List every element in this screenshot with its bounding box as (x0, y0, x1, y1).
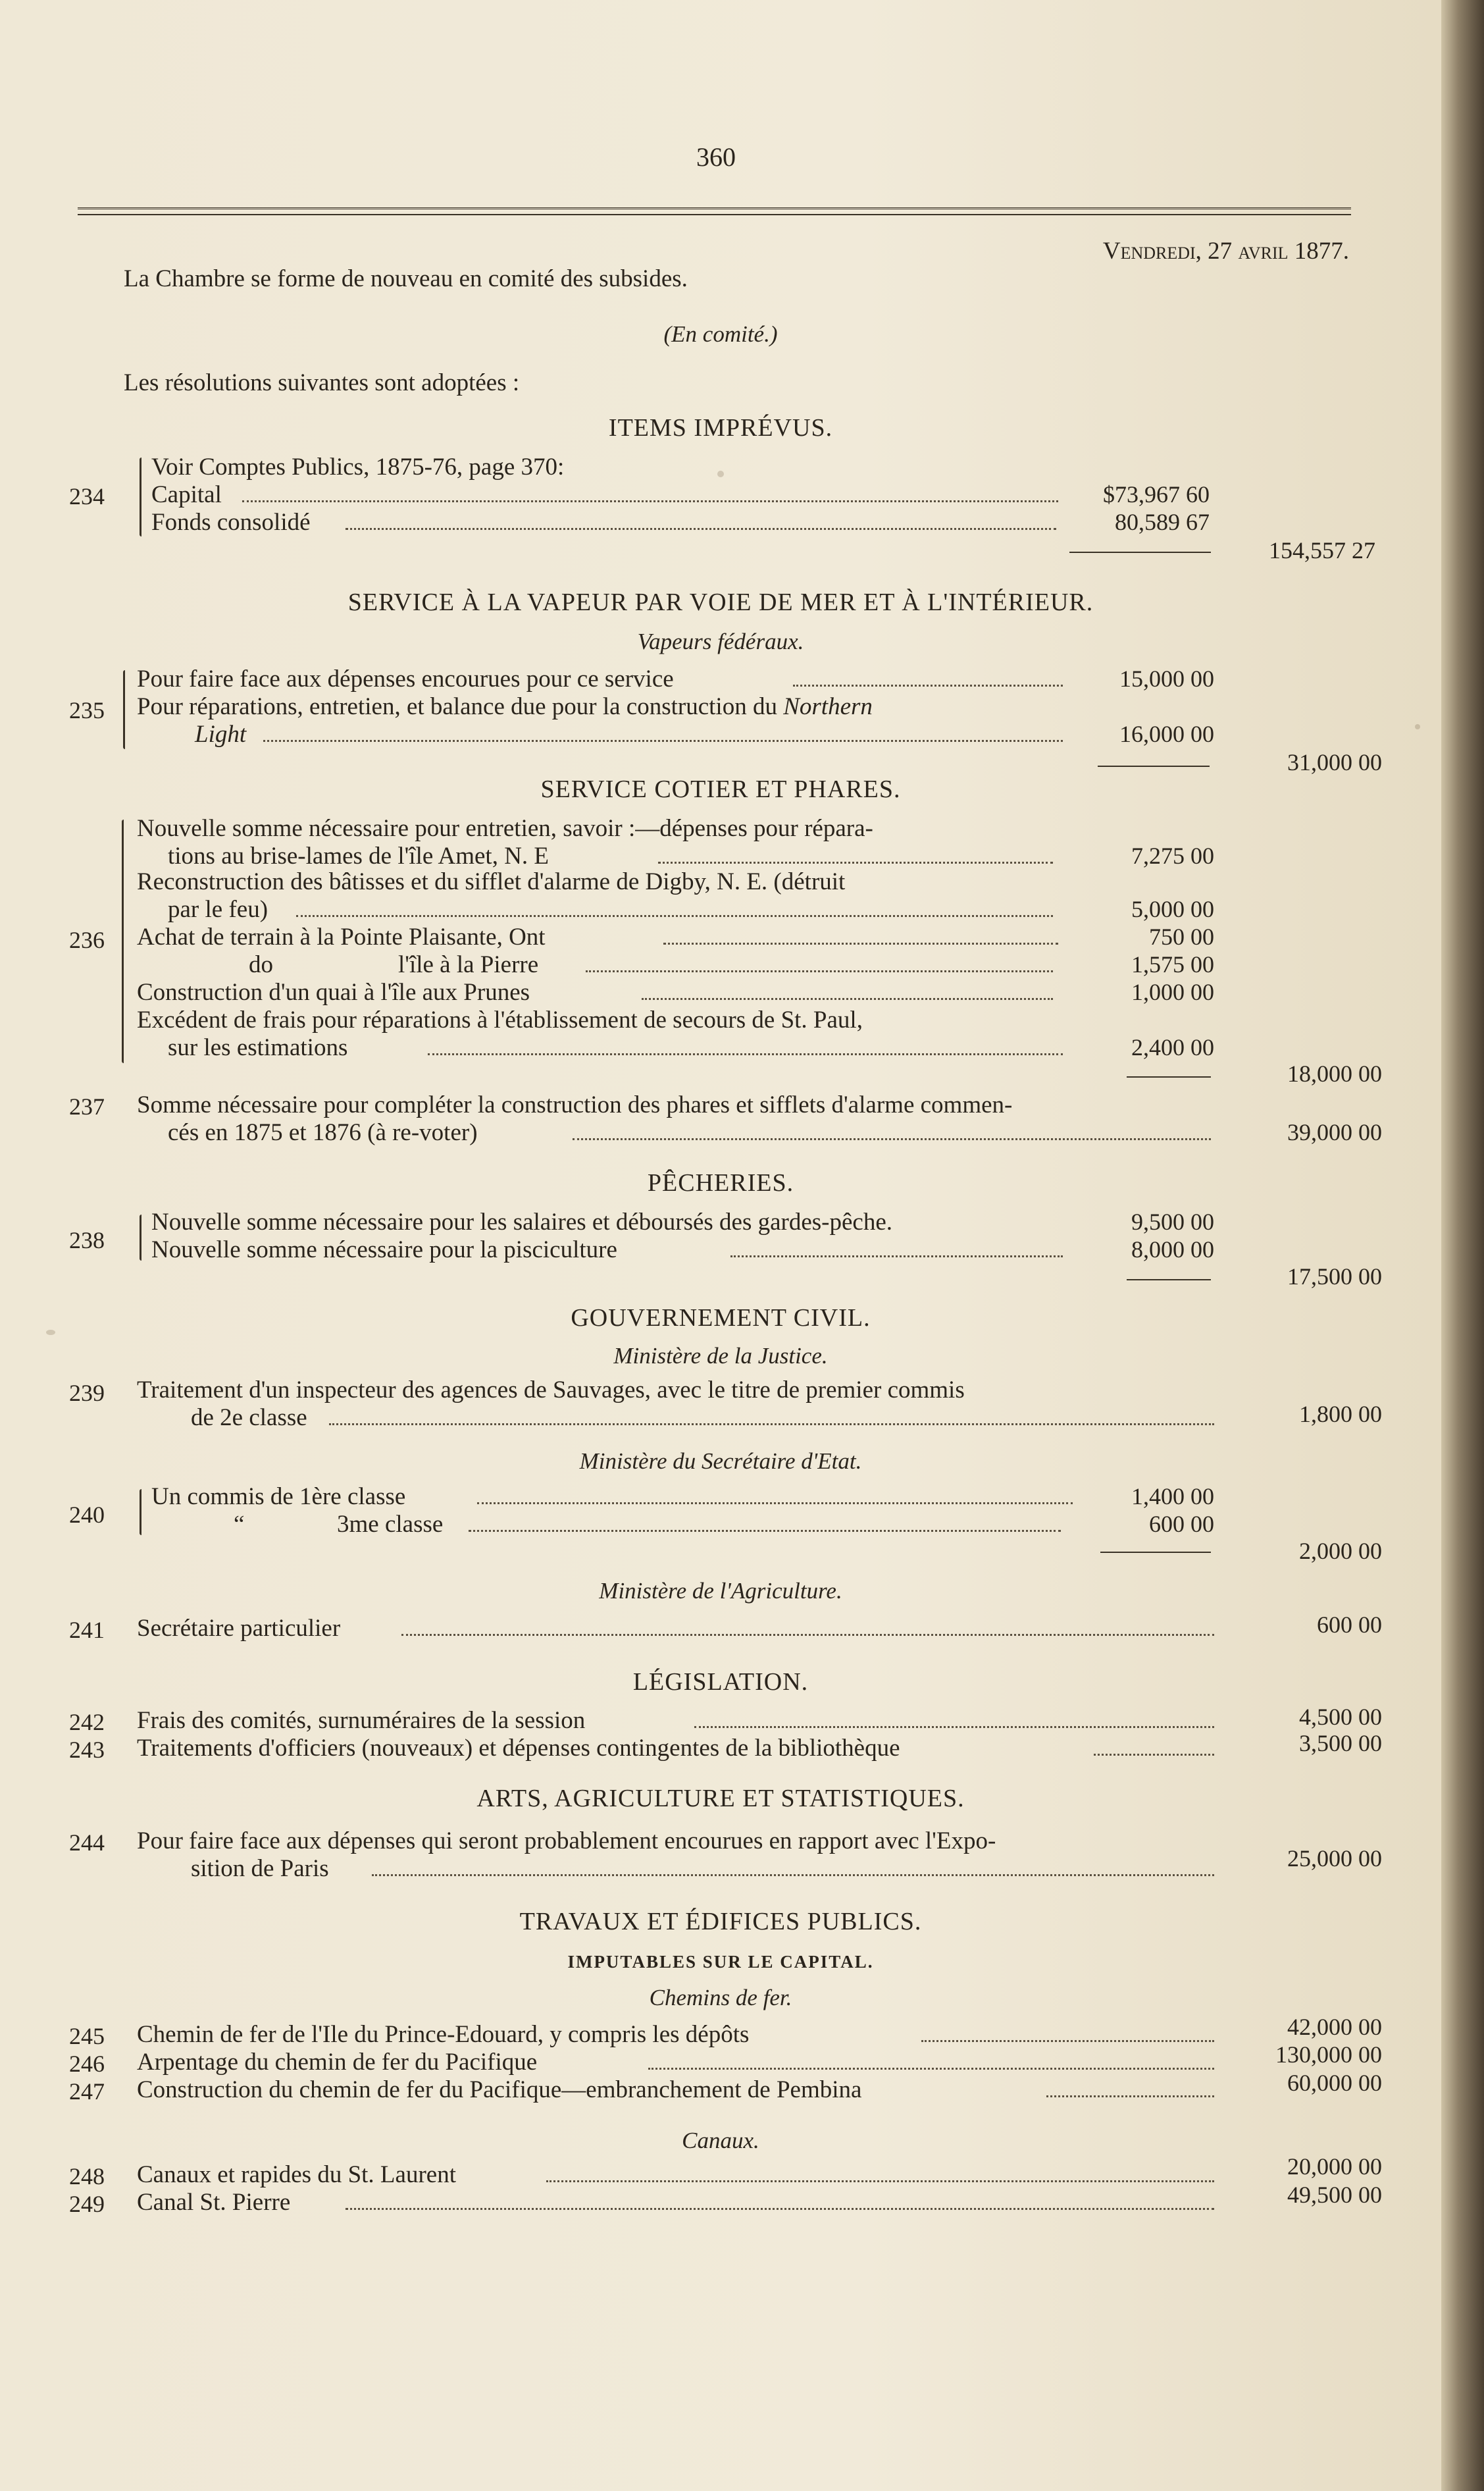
subsection-ministere-justice: Ministère de la Justice. (613, 1343, 828, 1369)
subsection-canaux: Canaux. (682, 2128, 759, 2153)
item-number: 249 (69, 2191, 105, 2217)
subtotal-rule (1098, 766, 1210, 767)
item-text: Nouvelle somme nécessaire pour les salaires et déboursés des gardes-pêche. (151, 1209, 893, 1236)
dot-leader (329, 1423, 1214, 1425)
en-comite: (En comité.) (663, 321, 778, 347)
total-amount: 39,000 00 (1287, 1119, 1382, 1145)
item-text: Un commis de 1ère classe (151, 1483, 406, 1510)
header-rule-lower (78, 214, 1351, 215)
total-amount: 18,000 00 (1287, 1061, 1382, 1087)
section-gouvernement-civil: GOUVERNEMENT CIVIL. (571, 1304, 871, 1332)
amount: 1,400 00 (1131, 1483, 1214, 1509)
item-text: Achat de terrain à la Pointe Plaisante, Ont (137, 924, 546, 951)
section-legislation: LÉGISLATION. (632, 1668, 809, 1696)
item-text: Construction du chemin de fer du Pacifique—embranchement de Pembina (137, 2076, 862, 2103)
item-text: Somme nécessaire pour compléter la construction des phares et sifflets d'alarme commen- (137, 1091, 1013, 1118)
brace (140, 458, 141, 537)
item-number: 242 (69, 1709, 105, 1735)
subtotal-rule (1127, 1076, 1211, 1078)
amount: 9,500 00 (1131, 1209, 1214, 1235)
subsection-chemins-de-fer: Chemins de fer. (649, 1985, 792, 2010)
item-text: Pour réparations, entretien, et balance due pour la construction du (137, 693, 784, 720)
amount: 1,575 00 (1131, 951, 1214, 978)
item-text: sition de Paris (191, 1855, 329, 1882)
dot-leader (345, 528, 1056, 530)
item-text: Nouvelle somme nécessaire pour la pisciculture (151, 1236, 617, 1263)
ship-name-continued: Light (195, 721, 247, 748)
amount: 750 00 (1149, 924, 1214, 950)
item-text: Fonds consolidé (151, 509, 311, 536)
item-text: Chemin de fer de l'Ile du Prince-Edouard, y compris les dépôts (137, 2021, 750, 2048)
item-number: 236 (69, 927, 105, 953)
item-number: 247 (69, 2078, 105, 2105)
item-text: Capital (151, 481, 222, 508)
resolutions-text: Les résolutions suivantes sont adoptées : (124, 369, 520, 396)
paper-spot (46, 1330, 55, 1335)
dot-leader (658, 862, 1053, 864)
page-number: 360 (696, 142, 736, 172)
item-text: Secrétaire particulier (137, 1615, 341, 1642)
dot-leader (296, 915, 1053, 917)
item-text: Traitements d'officiers (nouveaux) et dépenses contingentes de la bibliothèque (137, 1735, 900, 1762)
session-date: Vendredi, 27 avril 1877. (1102, 238, 1349, 265)
total-amount: 42,000 00 (1287, 2014, 1382, 2040)
total-amount: 154,557 27 (1269, 537, 1375, 564)
total-amount: 31,000 00 (1287, 749, 1382, 775)
item-number: 241 (69, 1617, 105, 1643)
item-text: sur les estimations (168, 1034, 348, 1061)
brace (122, 820, 124, 1063)
item-number: 237 (69, 1093, 105, 1120)
dot-leader (573, 1138, 1211, 1140)
item-text: cés en 1875 et 1876 (à re-voter) (168, 1119, 478, 1146)
amount: 16,000 00 (1119, 721, 1214, 747)
item-number: 240 (69, 1502, 105, 1528)
total-amount: 2,000 00 (1299, 1538, 1382, 1564)
item-text: Pour faire face aux dépenses encourues pour ce service (137, 666, 674, 693)
dot-leader (586, 970, 1053, 972)
total-amount: 600 00 (1317, 1612, 1382, 1638)
dot-leader (642, 998, 1053, 1000)
dot-leader (263, 740, 1063, 742)
item-text: tions au brise-lames de l'île Amet, N. E (168, 843, 550, 870)
dot-leader (730, 1255, 1063, 1257)
total-amount: 49,500 00 (1287, 2182, 1382, 2208)
intro-text: La Chambre se forme de nouveau en comité des subsides. (124, 265, 688, 292)
item-text: 3me classe (337, 1511, 444, 1538)
item-text: Pour faire face aux dépenses qui seront probablement encourues en rapport avec l'Expo- (137, 1827, 996, 1854)
item-number: 246 (69, 2051, 105, 2077)
item-number: 238 (69, 1227, 105, 1253)
dot-leader (428, 1053, 1063, 1055)
book-spine (1441, 0, 1484, 2491)
total-amount: 1,800 00 (1299, 1401, 1382, 1427)
amount: 15,000 00 (1119, 666, 1214, 692)
subsection-imputables: IMPUTABLES SUR LE CAPITAL. (567, 1952, 874, 1972)
item-text: Arpentage du chemin de fer du Pacifique (137, 2049, 538, 2076)
brace (140, 1215, 141, 1261)
item-number: 244 (69, 1829, 105, 1856)
subtotal-rule (1127, 1279, 1211, 1280)
dot-leader (242, 500, 1058, 502)
item-number: 245 (69, 2023, 105, 2049)
paper-spot (717, 471, 724, 477)
total-amount: 130,000 00 (1275, 2041, 1382, 2068)
total-amount: 4,500 00 (1299, 1704, 1382, 1730)
dot-leader (694, 1726, 1214, 1728)
dot-leader (372, 1874, 1214, 1876)
dot-leader (1094, 1754, 1214, 1756)
section-arts-agriculture: ARTS, AGRICULTURE ET STATISTIQUES. (476, 1785, 965, 1812)
item-text: Reconstruction des bâtisses et du sifflet d'alarme de Digby, N. E. (détruit (137, 868, 846, 895)
item-text: par le feu) (168, 896, 269, 923)
section-service-vapeur: SERVICE À LA VAPEUR PAR VOIE DE MER ET À L'INTÉRIEUR. (347, 589, 1094, 616)
subtotal-rule (1100, 1552, 1211, 1553)
item-number: 234 (69, 483, 105, 510)
brace (123, 670, 125, 749)
item-text: Traitement d'un inspecteur des agences de Sauvages, avec le titre de premier commis (137, 1377, 965, 1403)
total-amount: 3,500 00 (1299, 1730, 1382, 1756)
dot-leader (345, 2208, 1214, 2210)
dot-leader (793, 685, 1063, 687)
amount: 5,000 00 (1131, 896, 1214, 922)
ship-name: Northern (783, 693, 873, 720)
amount: $73,967 60 (1103, 481, 1210, 508)
paper-spot (1415, 724, 1420, 729)
item-text: Canaux et rapides du St. Laurent (137, 2161, 456, 2188)
item-text: Construction d'un quai à l'île aux Prunes (137, 979, 530, 1006)
section-items-imprevus: ITEMS IMPRÉVUS. (608, 414, 833, 442)
ditto-mark: do (249, 951, 273, 978)
subtotal-rule (1069, 552, 1211, 553)
total-amount: 17,500 00 (1287, 1263, 1382, 1290)
section-service-cotier: SERVICE COTIER ET PHARES. (540, 775, 901, 803)
dot-leader (477, 1502, 1073, 1504)
dot-leader (663, 943, 1058, 945)
item-number: 248 (69, 2163, 105, 2189)
subsection-vapeurs-federaux: Vapeurs fédéraux. (637, 629, 804, 654)
subsection-ministere-secretaire: Ministère du Secrétaire d'Etat. (579, 1448, 862, 1474)
amount: 7,275 00 (1131, 843, 1214, 869)
total-amount: 60,000 00 (1287, 2070, 1382, 2096)
item-text: Voir Comptes Publics, 1875-76, page 370: (151, 454, 565, 481)
amount: 2,400 00 (1131, 1034, 1214, 1061)
item-text: Excédent de frais pour réparations à l'établissement de secours de St. Paul, (137, 1007, 863, 1034)
amount: 80,589 67 (1115, 509, 1210, 535)
ditto-mark: “ (234, 1511, 245, 1538)
dot-leader (1046, 2095, 1214, 2097)
section-pecheries: PÊCHERIES. (647, 1169, 794, 1197)
amount: 600 00 (1149, 1511, 1214, 1537)
header-rule (78, 207, 1351, 211)
total-amount: 20,000 00 (1287, 2153, 1382, 2180)
item-text: Nouvelle somme nécessaire pour entretien, savoir :—dépenses pour répara- (137, 815, 873, 842)
dot-leader (921, 2040, 1214, 2042)
item-text: Canal St. Pierre (137, 2189, 291, 2216)
item-number: 239 (69, 1380, 105, 1406)
dot-leader (401, 1634, 1214, 1636)
total-amount: 25,000 00 (1287, 1845, 1382, 1872)
amount: 1,000 00 (1131, 979, 1214, 1005)
brace (140, 1489, 141, 1535)
section-travaux-publics: TRAVAUX ET ÉDIFICES PUBLICS. (519, 1908, 922, 1935)
dot-leader (546, 2180, 1214, 2182)
item-number: 243 (69, 1737, 105, 1763)
dot-leader (648, 2068, 1214, 2070)
dot-leader (469, 1530, 1061, 1532)
item-number: 235 (69, 697, 105, 723)
item-text: l'île à la Pierre (398, 951, 539, 978)
item-text: de 2e classe (191, 1404, 307, 1431)
item-text: Frais des comités, surnuméraires de la session (137, 1707, 586, 1734)
subsection-ministere-agriculture: Ministère de l'Agriculture. (599, 1578, 842, 1604)
amount: 8,000 00 (1131, 1236, 1214, 1263)
